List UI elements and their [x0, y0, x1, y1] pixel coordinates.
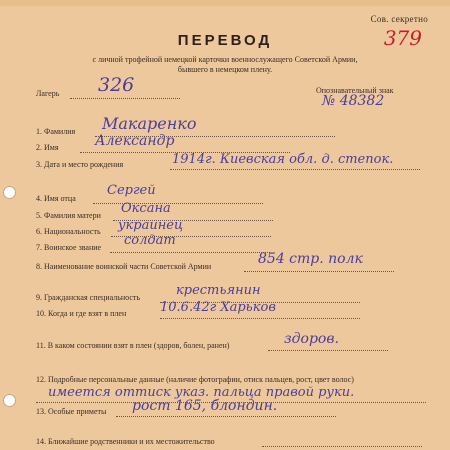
camp-label: Лагерь: [36, 89, 60, 98]
subtitle-line-2: бывшего в немецком плену.: [177, 65, 273, 74]
field-11-line: [268, 350, 388, 351]
field-3-value: 1914г. Киевская обл. д. степок.: [172, 152, 394, 167]
field-10-label: 10. Когда и где взят в плен: [36, 309, 127, 318]
field-3-line: [170, 169, 420, 170]
id-mark-value: № 48382: [322, 93, 385, 109]
id-mark-label: Опознавательный знак: [316, 86, 394, 95]
punch-hole-lower: [3, 394, 16, 407]
field-10-line: [160, 318, 360, 319]
handwritten-record-number: 379: [383, 26, 422, 50]
field-3-label: 3. Дата и место рождения: [36, 160, 124, 169]
camp-line: [70, 98, 180, 99]
document-title: ПЕРЕВОД: [177, 32, 273, 49]
field-7-line: [110, 252, 270, 253]
field-8-label: 8. Наименование воинской части Советской Армии: [36, 262, 212, 271]
field-11-label: 11. В каком состоянии взят в плен (здоров, болен, ранен): [36, 341, 230, 350]
field-2-value: Александр: [95, 133, 175, 149]
field-6-label: 6. Национальность: [36, 227, 101, 236]
field-14-label: 14. Ближайшие родственники и их местожительство: [36, 437, 215, 446]
field-12-value: имеется оттиск указ. пальца правой руки.: [48, 385, 355, 400]
subtitle-line-1: с личной трофейной немецкой карточки военнослужащего Советской Армии,: [92, 55, 358, 64]
field-6-value: украинец: [118, 218, 184, 233]
field-13-label: 13. Особые приметы: [36, 407, 107, 416]
field-8-line: [244, 271, 394, 272]
punch-hole-upper: [3, 186, 16, 199]
field-13-line: [116, 416, 336, 417]
field-1-value: Макаренко: [102, 114, 197, 133]
field-5-label: 5. Фамилия матери: [36, 211, 101, 220]
field-9-label: 9. Гражданская специальность: [36, 293, 141, 302]
field-9-value: крестьянин: [176, 283, 261, 298]
field-10-value: 10.6.42г Харьков: [160, 300, 276, 315]
field-13-value: рост 165, блондин.: [132, 398, 278, 414]
field-12-label: 12. Подробные персональные данные (наличие фотографии, отиск пальцев, рост, цвет волос): [36, 375, 354, 384]
camp-value: 326: [98, 74, 135, 96]
field-5-value: Оксана: [121, 201, 171, 216]
field-4-value: Сергей: [107, 183, 156, 198]
field-2-label: 2. Имя: [36, 143, 59, 152]
field-4-line: [93, 203, 263, 204]
document-subtitle: [40, 55, 410, 75]
field-4-label: 4. Имя отца: [36, 194, 76, 203]
field-14-line: [262, 446, 422, 447]
field-1-label: 1. Фамилия: [36, 127, 76, 136]
field-7-value: солдат: [124, 233, 176, 248]
field-11-value: здоров.: [284, 331, 339, 347]
classification-stamp: Сов. секретно: [370, 14, 428, 24]
field-8-value: 854 стр. полк: [258, 251, 363, 267]
field-7-label: 7. Воинское звание: [36, 243, 102, 252]
